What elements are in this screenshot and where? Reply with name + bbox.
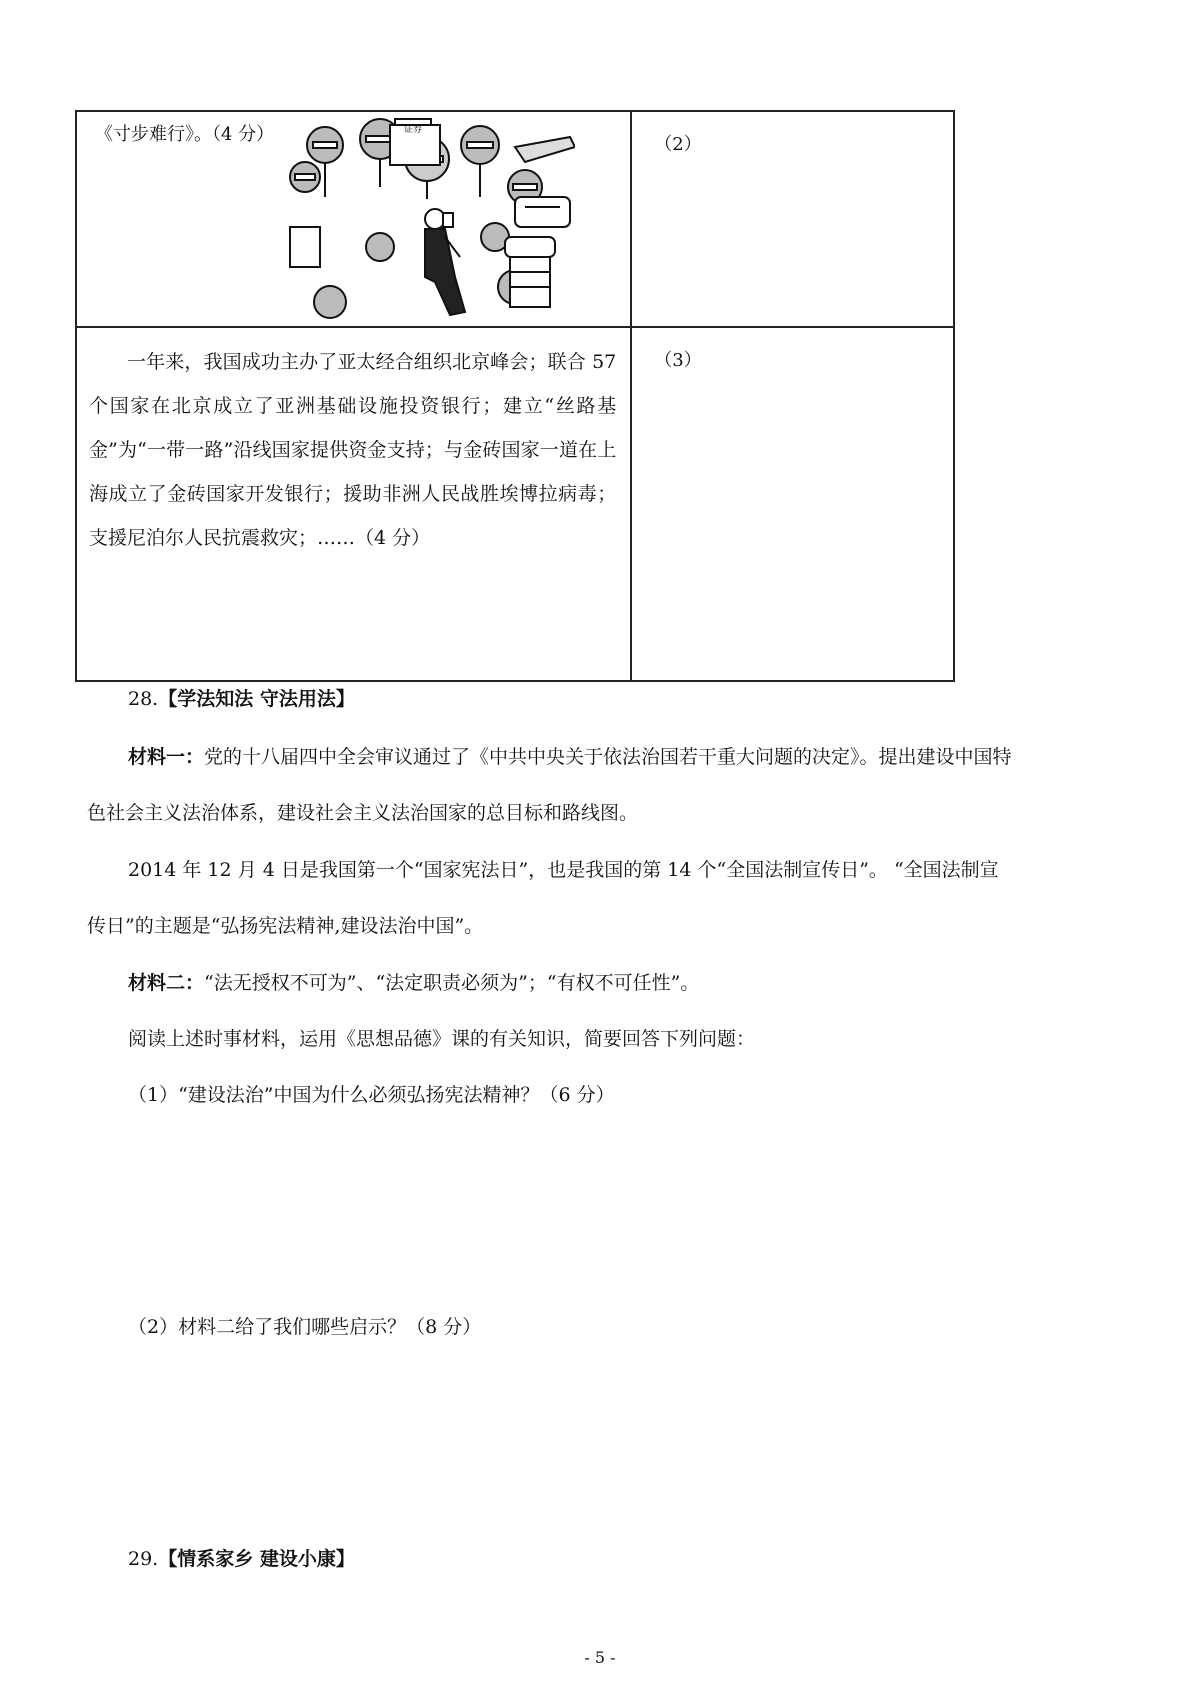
sub-question-1: （1）“建设法治”中国为什么必须弘扬宪法精神？（6 分） bbox=[128, 1084, 615, 1106]
q28-material2-line bbox=[128, 968, 699, 995]
table-row bbox=[76, 111, 954, 327]
table-row bbox=[76, 327, 954, 681]
q29-number: 29. bbox=[128, 1548, 159, 1570]
q29-heading: 【情系家乡 建设小康】 bbox=[158, 1548, 355, 1570]
q28-heading: 【学法知法 守法用法】 bbox=[158, 688, 355, 710]
cartoon-title: 《寸步难行》。（4 分） bbox=[95, 124, 275, 145]
q28-heading-line bbox=[128, 684, 355, 711]
page-number: - 5 - bbox=[584, 1648, 616, 1667]
material2-label: 材料二： bbox=[128, 972, 205, 994]
paragraph2-line1: 2014 年 12 月 4 日是我国第一个“国家宪法日”，也是我国的第 14 个“全国法制宣传日”。 “全国法制宣 bbox=[128, 859, 999, 881]
answer-cell-3 bbox=[631, 327, 954, 681]
answer-label-2: （2） bbox=[654, 134, 702, 155]
sub-question-2: （2）材料二给了我们哪些启示？（8 分） bbox=[128, 1316, 482, 1338]
cartoon-cell bbox=[76, 111, 631, 327]
paragraph2-line2: 传日”的主题是“弘扬宪法精神,建设法治中国”。 bbox=[87, 915, 484, 937]
cartoon-sign-text: 证券 bbox=[404, 125, 423, 135]
answer-label-3: （3） bbox=[654, 350, 702, 371]
cartoon-illustration bbox=[285, 117, 575, 321]
answer-table bbox=[75, 110, 955, 682]
material-paragraph: 一年来，我国成功主办了亚太经合组织北京峰会；联合 57 个国家在北京成立了亚洲基础设施投资银行；建立“丝路基金”为“一带一路”沿线国家提供资金支持；与金砖国家一道在上海成立了金砖国家开发银行；援助非洲人民战胜埃博拉病毒；支援尼泊尔人民抗震救灾；……（4 分） bbox=[89, 351, 617, 549]
q29-heading-line bbox=[128, 1544, 355, 1571]
q28-number: 28. bbox=[128, 688, 159, 710]
answer-cell-2 bbox=[631, 111, 954, 327]
q28-material1-line1 bbox=[128, 742, 1012, 769]
material1-text-line1: 党的十八届四中全会审议通过了《中共中央关于依法治国若干重大问题的决定》。提出建设中国特 bbox=[204, 746, 1012, 768]
material1-label: 材料一： bbox=[128, 746, 205, 768]
material2-text: “法无授权不可为”、“法定职责必须为”；“有权不可任性”。 bbox=[204, 972, 700, 994]
instruction-text: 阅读上述时事材料，运用《思想品德》课的有关知识，简要回答下列问题： bbox=[128, 1028, 756, 1050]
material-cell bbox=[76, 327, 631, 681]
material1-text-line2: 色社会主义法治体系，建设社会主义法治国家的总目标和路线图。 bbox=[87, 802, 639, 824]
